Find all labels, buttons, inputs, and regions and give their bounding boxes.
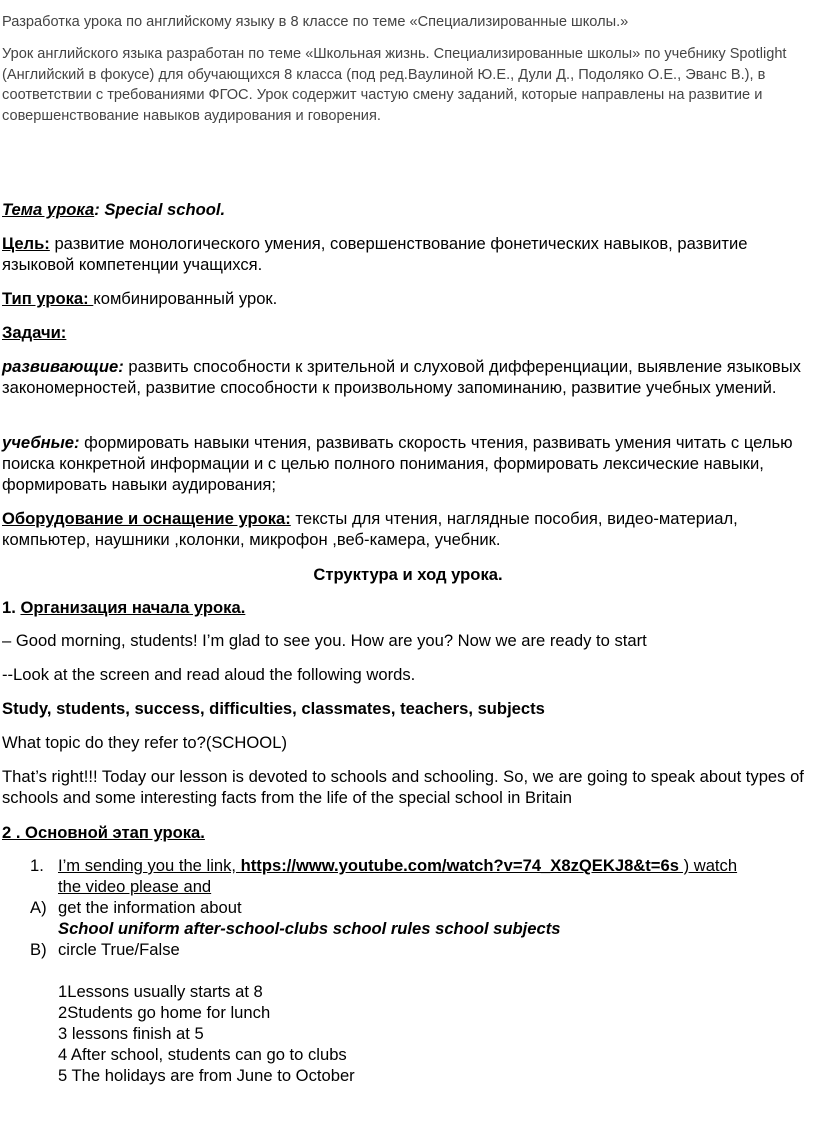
tasks-heading: Задачи:: [2, 323, 67, 342]
response-paragraph: That’s right!!! Today our lesson is devoted to schools and schooling. So, we are going to speak about types of schools and some interesting facts from the life of the special school in Britain: [2, 767, 804, 807]
section1-title: Организация начала урока.: [20, 598, 246, 617]
type-label: Тип урока:: [2, 289, 94, 308]
statement: 1Lessons usually starts at 8: [58, 982, 263, 1001]
developing-tasks: [2, 356, 810, 398]
topics-list: School uniform after-school-clubs school rules school subjects: [58, 919, 561, 938]
goal-paragraph: [2, 233, 810, 275]
type-value: комбинированный урок.: [93, 289, 278, 308]
youtube-link[interactable]: https://www.youtube.com/watch?v=74_X8zQEKJ8&t=6s: [240, 856, 679, 875]
goal-value: развитие монологического умения, совершенствование фонетических навыков, развитие языковой компетенции учащихся.: [2, 234, 748, 274]
list-marker: 1.: [30, 856, 44, 875]
statement: 4 After school, students can go to clubs: [58, 1045, 347, 1064]
words-line: Study, students, success, difficulties, classmates, teachers, subjects: [2, 699, 545, 718]
educational-tasks: [2, 432, 810, 495]
intro-paragraph: Урок английского языка разработан по теме «Школьная жизнь. Специализированные школы» по учебнику Spotlight (Английский в фокусе) для обучающихся 8 класса (под ред.Ваулиной Ю.Е., Дули Д., Подоляко О.Е., Эванс В.), в соответствии с требованиями ФГОС. Урок содержит частую смену заданий, которые направлены на развитие и совершенствование навыков аудирования и говорения.: [2, 46, 787, 124]
instruction-line: --Look at the screen and read aloud the following words.: [2, 665, 416, 684]
topic-line: [2, 199, 810, 220]
section1-number: 1.: [2, 598, 21, 617]
goal-label: Цель:: [2, 234, 50, 253]
link-intro: I’m sending you the link,: [58, 856, 241, 875]
question-line: What topic do they refer to?(SCHOOL): [2, 733, 287, 752]
structure-heading: Структура и ход урока.: [313, 565, 503, 584]
topic-value: : Special school.: [94, 200, 226, 219]
topic-label: Тема урока: [2, 200, 95, 219]
type-line: [2, 288, 810, 309]
developing-label: развивающие:: [2, 357, 124, 376]
link-outro: ) watch: [678, 856, 738, 875]
list-marker: A): [30, 898, 47, 917]
developing-value: развить способности к зрительной и слуховой дифференциации, выявление языковых закономерностей, развитие способности к произвольному запоминанию, развитие учебных умений.: [2, 357, 801, 397]
educational-label: учебные:: [2, 433, 80, 452]
list-item-text: get the information about: [58, 898, 242, 917]
equipment-paragraph: [2, 508, 810, 550]
section1-heading: [2, 597, 810, 618]
equipment-value: тексты для чтения, наглядные пособия, видео-материал, компьютер, наушники ,колонки, микрофон ,веб-камера, учебник.: [2, 509, 738, 549]
list-item-text: circle True/False: [58, 940, 180, 959]
greeting-line: – Good morning, students! I’m glad to see you. How are you? Now we are ready to start: [2, 631, 647, 650]
section2-heading: 2 . Основной этап урока.: [2, 823, 205, 842]
list-item-text: [58, 855, 737, 876]
list-item-continuation: the video please and: [58, 877, 212, 896]
statement: 5 The holidays are from June to October: [58, 1066, 355, 1085]
educational-value: формировать навыки чтения, развивать скорость чтения, развивать умения читать с целью поиска конкретной информации и с целью полного понимания, формировать лексические навыки, формировать навыки аудирования;: [2, 433, 793, 494]
statement: 2Students go home for lunch: [58, 1003, 271, 1022]
list-marker: B): [30, 940, 47, 959]
equipment-label: Оборудование и оснащение урока:: [2, 509, 291, 528]
statement: 3 lessons finish at 5: [58, 1024, 204, 1043]
document-title: Разработка урока по английскому языку в 8 классе по теме «Специализированные школы.»: [2, 14, 629, 30]
